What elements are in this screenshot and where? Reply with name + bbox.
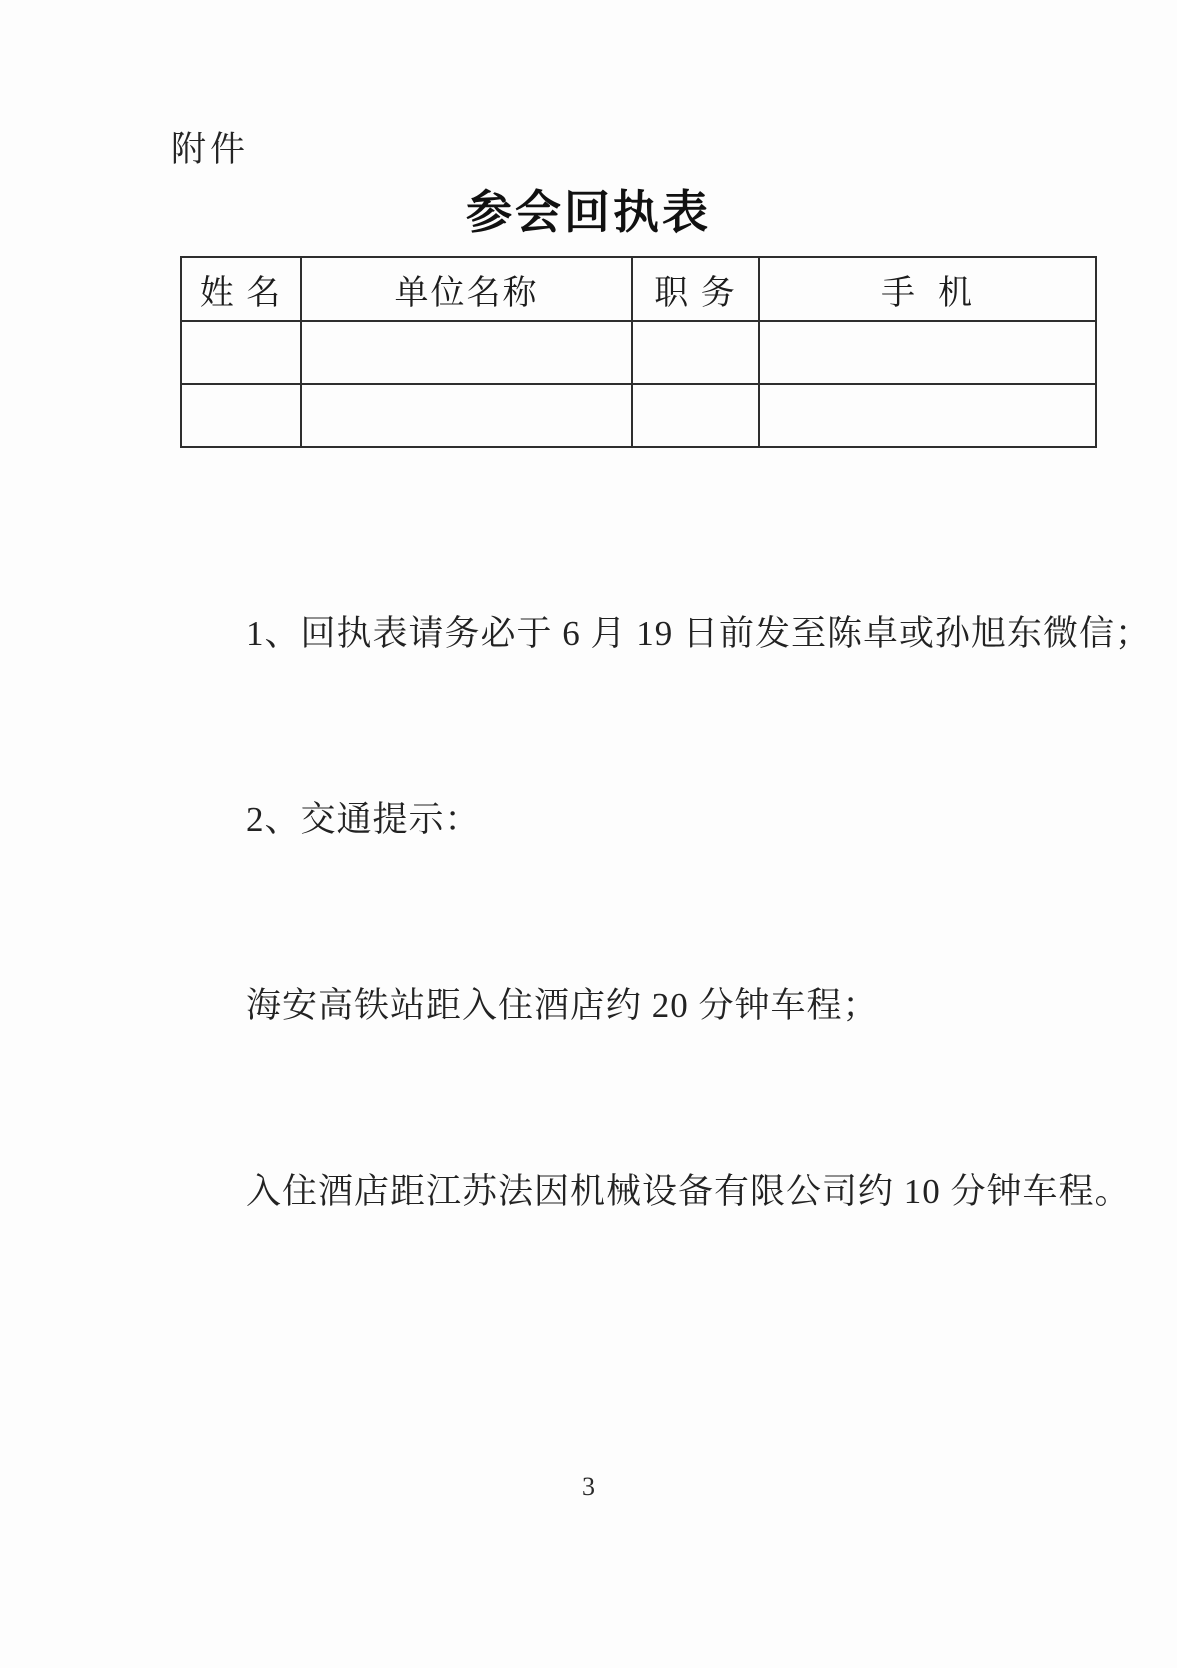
table-cell-mobile bbox=[759, 321, 1096, 384]
header-cell-unit: 单位名称 bbox=[301, 257, 632, 321]
table-cell-name bbox=[181, 321, 301, 384]
note-line-deadline: 1、回执表请务必于 6 月 19 日前发至陈卓或孙旭东微信； bbox=[246, 614, 1152, 653]
table-cell-unit bbox=[301, 384, 632, 447]
note-line-traffic-heading: 2、交通提示： bbox=[246, 800, 481, 839]
header-cell-position: 职 务 bbox=[632, 257, 759, 321]
notes-block bbox=[246, 479, 1152, 1347]
header-cell-name: 姓 名 bbox=[181, 257, 301, 321]
attachment-label: 附件 bbox=[171, 130, 250, 169]
header-cell-mobile: 手 机 bbox=[759, 257, 1096, 321]
reply-form-table bbox=[180, 256, 1097, 448]
note-line-hotel-distance: 入住酒店距江苏法因机械设备有限公司约 10 分钟车程。 bbox=[246, 1172, 1131, 1211]
table-cell-unit bbox=[301, 321, 632, 384]
note-line-station-distance: 海安高铁站距入住酒店约 20 分钟车程； bbox=[246, 986, 879, 1025]
table-row bbox=[181, 321, 1096, 384]
table-cell-position bbox=[632, 321, 759, 384]
table-cell-name bbox=[181, 384, 301, 447]
table-cell-mobile bbox=[759, 384, 1096, 447]
table-header-row bbox=[181, 257, 1096, 321]
page-number: 3 bbox=[582, 1472, 595, 1501]
page-title: 参会回执表 bbox=[466, 187, 711, 238]
table-cell-position bbox=[632, 384, 759, 447]
table-row bbox=[181, 384, 1096, 447]
